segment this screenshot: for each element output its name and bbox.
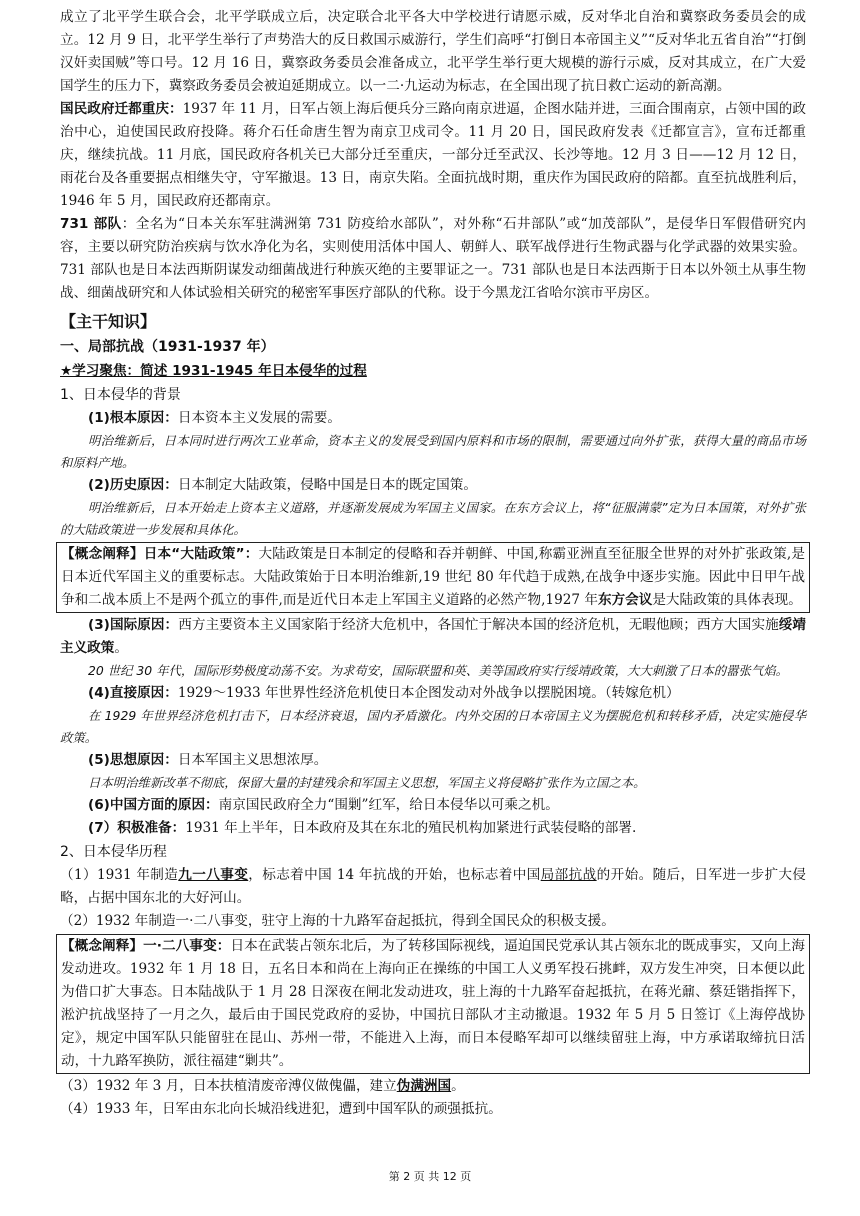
cause-direct-label: (4)直接原因： bbox=[88, 685, 178, 701]
history-item-3 bbox=[60, 1075, 806, 1098]
history-item-2: （2）1932 年制造一·二八事变，驻守上海的十九路军奋起抵抗，得到全国民众的积极支援。 bbox=[60, 913, 615, 929]
concept-continental-policy-label: 【概念阐释】日本“大陆政策”： bbox=[61, 546, 259, 562]
cause-historical bbox=[60, 474, 806, 497]
manchukuo-term: 伪满洲国 bbox=[396, 1078, 452, 1094]
history-item-1 bbox=[60, 864, 806, 910]
eastern-conference-term: 东方会议 bbox=[597, 592, 653, 608]
page-footer: 第 2 页 共 12 页 bbox=[388, 1170, 472, 1183]
history-item-3-a: （3）1932 年 3 月，日本扶植清废帝溥仪做傀儡，建立 bbox=[60, 1078, 397, 1094]
cause-direct-text: 1929～1933 年世界性经济危机使日本企图发动对外战争以摆脱困境。（转嫁危机） bbox=[177, 685, 680, 701]
main-knowledge-heading: 【主干知识】 bbox=[60, 312, 157, 331]
cause-direct-note: 在 1929 年世界经济危机打击下，日本经济衰退，国内矛盾激化。内外交困的日本帝国主义为摆脱危机和转移矛盾，决定实施侵华政策。 bbox=[60, 708, 806, 745]
concept-continental-policy bbox=[61, 543, 805, 612]
history-item-1-a: （1）1931 年制造 bbox=[60, 867, 179, 883]
concept-128-label: 【概念阐释】一·二八事变： bbox=[61, 938, 231, 954]
cause-fundamental-label: (1)根本原因： bbox=[88, 410, 178, 426]
section-local-resistance: 一、局部抗战（1931-1937 年） bbox=[60, 339, 275, 355]
subsection-background: 1、日本侵华的背景 bbox=[60, 387, 181, 403]
paragraph-capital-move bbox=[60, 98, 806, 213]
history-item-3-b: 。 bbox=[451, 1078, 465, 1094]
cause-ideological-text: 日本军国主义思想浓厚。 bbox=[177, 752, 328, 768]
cause-direct bbox=[60, 682, 806, 705]
cause-preparation-text: 1931 年上半年，日本政府及其在东北的殖民机构加紧进行武装侵略的部署. bbox=[185, 820, 637, 836]
cause-ideological-label: (5)思想原因： bbox=[88, 752, 178, 768]
appeasement-term: 绥靖主义政策 bbox=[60, 617, 806, 656]
cause-international-label: (3)国际原因： bbox=[88, 617, 179, 633]
cause-china-side-label: (6)中国方面的原因： bbox=[88, 797, 219, 813]
cause-ideological bbox=[60, 749, 806, 772]
history-item-1-b: ，标志着中国 14 年抗战的开始，也标志着中国 bbox=[248, 867, 541, 883]
cause-historical-note: 明治维新后，日本开始走上资本主义道路，并逐渐发展成为军国主义国家。在东方会议上，将“征服满蒙”定为日本国策，对外扩张的大陆政策进一步发展和具体化。 bbox=[60, 500, 806, 537]
term-capital-move: 国民政府迁都重庆： bbox=[60, 101, 183, 117]
history-item-1-c: 的开始。随后，日军进一步扩大侵略，占据中国东北的大好河山。 bbox=[60, 867, 807, 906]
history-item-4: （4）1933 年，日军由东北向长城沿线进犯，遭到中国军队的顽强抵抗。 bbox=[60, 1101, 502, 1117]
concept-128-text: 日本在武装占领东北后，为了转移国际视线，逼迫国民党承认其占领东北的既成事实，又向上海发动进攻。1932 年 1 月 18 日，五名日本和尚在上海向正在操练的中国工人义勇军投石挑衅，双方发生冲突，日本便以此为借口扩大事态。日本陆战队于 1 月 28 日深夜在闸北发动进攻，驻上海的十九路军奋起抵抗，在蒋光鼐、蔡廷锴指挥下，淞沪抗战坚持了一月之久，最后由于国民党政府的妥协，中国抗日部队才主动撤退。1932 年 5 月 5 日签订《上海停战协定》，规定中国军队只能留驻在昆山、苏州一带，不能进入上海，而日本侵略军却可以继续留驻上海，中方承诺取缔抗日活动，十九路军换防，派往福建“剿共”。 bbox=[61, 938, 805, 1069]
sept-18-incident: 九一八事变 bbox=[178, 867, 249, 883]
cause-historical-label: (2)历史原因： bbox=[88, 477, 178, 493]
cause-international-note: 20 世纪 30 年代，国际形势极度动荡不安。为求苟安，国际联盟和英、美等国政府实行绥靖政策，大大刺激了日本的嚣张气焰。 bbox=[88, 663, 789, 678]
cause-preparation-label: (7）积极准备： bbox=[88, 820, 186, 836]
concept-128-incident bbox=[61, 935, 805, 1073]
document-page bbox=[60, 6, 806, 1121]
cause-fundamental bbox=[60, 407, 806, 430]
paragraph-129-movement: 成立了北平学生联合会，北平学联成立后，决定联合北平各大中学校进行请愿示威，反对华北自治和冀察政务委员会的成立。12 月 9 日，北平学生举行了声势浩大的反日救国示威游行，学生们高呼“打倒日本帝国主义”“反对华北五省自治”“打倒汉奸卖国贼”等口号。12 月 16 日，冀察政务委员会准备成立，北平学生举行更大规模的游行示威，反对其成立，在广大爱国学生的压力下，冀察政务委员会被迫延期成立。以一二·九运动为标志，在全国出现了抗日救亡运动的新高潮。 bbox=[60, 9, 806, 94]
cause-china-side-text: 南京国民政府全力“围剿”红军，给日本侵华以可乘之机。 bbox=[218, 797, 559, 813]
cause-fundamental-note: 明治维新后，日本同时进行两次工业革命，资本主义的发展受到国内原料和市场的限制，需要通过向外扩张，获得大量的商品市场和原料产地。 bbox=[60, 433, 806, 470]
cause-international-end: 。 bbox=[114, 640, 128, 656]
cause-international bbox=[60, 614, 806, 660]
cause-international-text: 西方主要资本主义国家陷于经济大危机中，各国忙于解决本国的经济危机，无暇他顾；西方大国实施 bbox=[178, 617, 779, 633]
subsection-process: 2、日本侵华历程 bbox=[60, 844, 167, 860]
local-resistance-term: 局部抗战 bbox=[540, 867, 597, 883]
concept-box-128-incident bbox=[56, 934, 810, 1074]
concept-box-continental-policy bbox=[56, 542, 810, 613]
concept-continental-policy-text: 大陆政策是日本制定的侵略和吞并朝鲜、中国,称霸亚洲直至征服全世界的对外扩张政策,是日本近代军国主义的重要标志。大陆政策始于日本明治维新,19 世纪 80 年代趋于成熟,在战争中逐步实施。因此中日甲午战争和二战本质上不是两个孤立的事件,而是近代日本走上军国主义道路的必然产物,1927 年 bbox=[61, 546, 805, 608]
learning-focus: ★学习聚焦：简述 1931-1945 年日本侵华的过程 bbox=[60, 363, 367, 379]
cause-fundamental-text: 日本资本主义发展的需要。 bbox=[177, 410, 341, 426]
concept-continental-policy-tail: 是大陆政策的具体表现。 bbox=[652, 592, 802, 608]
paragraph-unit-731 bbox=[60, 213, 806, 305]
cause-ideological-note: 日本明治维新改革不彻底，保留大量的封建残余和军国主义思想，军国主义将侵略扩张作为立国之本。 bbox=[88, 775, 646, 790]
cause-historical-text: 日本制定大陆政策，侵略中国是日本的既定国策。 bbox=[177, 477, 477, 493]
cause-china-side bbox=[60, 794, 806, 817]
term-unit-731: 731 部队 bbox=[60, 216, 122, 232]
text-capital-move: 1937 年 11 月，日军占领上海后便兵分三路向南京进逼，企图水陆并进，三面合围南京，占领中国的政治中心，迫使国民政府投降。蒋介石任命唐生智为南京卫戍司令。11 月 20 日，国民政府发表《迁都宣言》，宣布迁都重庆，继续抗战。11 月底，国民政府各机关已大部分迁至重庆，一部分迁至武汉、长沙等地。12 月 3 日——12 月 12 日，雨花台及各重要据点相继失守，守军撤退。13 日，南京失陷。全面抗战时期，重庆作为国民政府的陪都。直至抗战胜利后，1946 年 5 月，国民政府还都南京。 bbox=[60, 101, 807, 209]
cause-preparation bbox=[60, 817, 806, 840]
text-unit-731: ：全名为“日本关东军驻满洲第 731 防疫给水部队”，对外称“石井部队”或“加茂部队”，是侵华日军假借研究内容，主要以研究防治疾病与饮水净化为名，实则使用活体中国人、朝鲜人、联军战俘进行生物武器与化学武器的效果实验。731 部队也是日本法西斯阴谋发动细菌战进行种族灭绝的主要罪证之一。731 部队也是日本法西斯于日本以外领土从事生物战、细菌战研究和人体试验相关研究的秘密军事医疗部队的代称。设于今黑龙江省哈尔滨市平房区。 bbox=[60, 216, 806, 301]
